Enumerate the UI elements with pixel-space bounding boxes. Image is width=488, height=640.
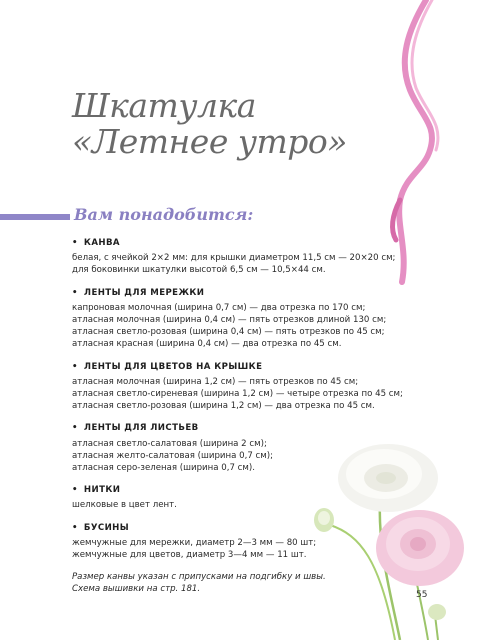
section-heading	[72, 361, 372, 373]
bullet-icon: •	[72, 522, 78, 533]
bullet-icon: •	[72, 238, 78, 248]
list-item: атласная светло-сиреневая (ширина 1,2 см) — четыре отрезка по 45 см;	[72, 389, 403, 400]
footnote-line: Размер канвы указан с припусками на подгибку и швы.	[72, 572, 326, 583]
page-number: 55	[416, 590, 428, 600]
ranunculus-flowers-illustration	[300, 440, 488, 640]
list-item: жемчужные для мережки, диаметр 2—3 мм — 80 шт;	[72, 537, 317, 548]
section-heading	[72, 287, 372, 299]
title-line-1: Шкатулка	[72, 86, 256, 125]
list-item: шелковые в цвет лент.	[72, 500, 177, 511]
list-item: атласная молочная (ширина 1,2 см) — пять отрезков по 45 см;	[72, 376, 359, 387]
bullet-icon: •	[72, 361, 78, 372]
page-title	[72, 88, 347, 160]
section-lid-flower-ribbons	[72, 361, 403, 413]
list-item: атласная молочная (ширина 0,4 см) — пять отрезков длиной 130 см;	[72, 315, 387, 326]
section-heading-text: ЛЕНТЫ ДЛЯ ЛИСТЬЕВ	[83, 423, 199, 434]
list-item: атласная красная (ширина 0,4 см) — два отрезка по 45 см.	[72, 339, 342, 350]
list-item: белая, с ячейкой 2×2 мм: для крышки диаметром 11,5 см — 20×20 см;	[72, 253, 396, 264]
bullet-icon: •	[72, 485, 78, 496]
list-item: жемчужные для цветов, диаметр 3—4 мм — 11 шт.	[72, 550, 307, 561]
accent-bar	[0, 214, 70, 220]
list-item: атласная серо-зеленая (ширина 0,7 см).	[72, 463, 255, 474]
bullet-icon: •	[72, 423, 78, 434]
list-item: атласная светло-розовая (ширина 0,4 см) — пять отрезков по 45 см;	[72, 327, 385, 338]
section-heading-text: ЛЕНТЫ ДЛЯ ЦВЕТОВ НА КРЫШКЕ	[83, 361, 263, 372]
list-item: для боковинки шкатулки высотой 6,5 см — 10,5×44 см.	[72, 265, 326, 276]
pink-ribbon-illustration	[388, 0, 448, 300]
section-heading-text: ЛЕНТЫ ДЛЯ МЕРЕЖКИ	[83, 287, 205, 298]
section-heading	[72, 422, 372, 434]
bullet-icon: •	[72, 287, 78, 298]
list-item: капроновая молочная (ширина 0,7 см) — два отрезка по 170 см;	[72, 302, 366, 313]
section-canvas	[72, 237, 396, 277]
section-heading	[72, 237, 372, 249]
materials-heading: Вам понадобится:	[74, 205, 254, 224]
list-item: атласная желто-салатовая (ширина 0,7 см);	[72, 450, 273, 461]
list-item: атласная светло-розовая (ширина 1,2 см) — два отрезка по 45 см.	[72, 401, 375, 412]
footnote-line: Схема вышивки на стр. 181.	[72, 584, 201, 595]
section-heading-text: КАНВА	[83, 238, 120, 248]
section-heading-text: НИТКИ	[83, 485, 121, 496]
list-item: атласная светло-салатовая (ширина 2 см);	[72, 438, 267, 449]
title-line-2: «Летнее утро»	[72, 122, 347, 161]
section-heading-text: БУСИНЫ	[83, 522, 130, 533]
section-openwork-ribbons	[72, 287, 387, 351]
